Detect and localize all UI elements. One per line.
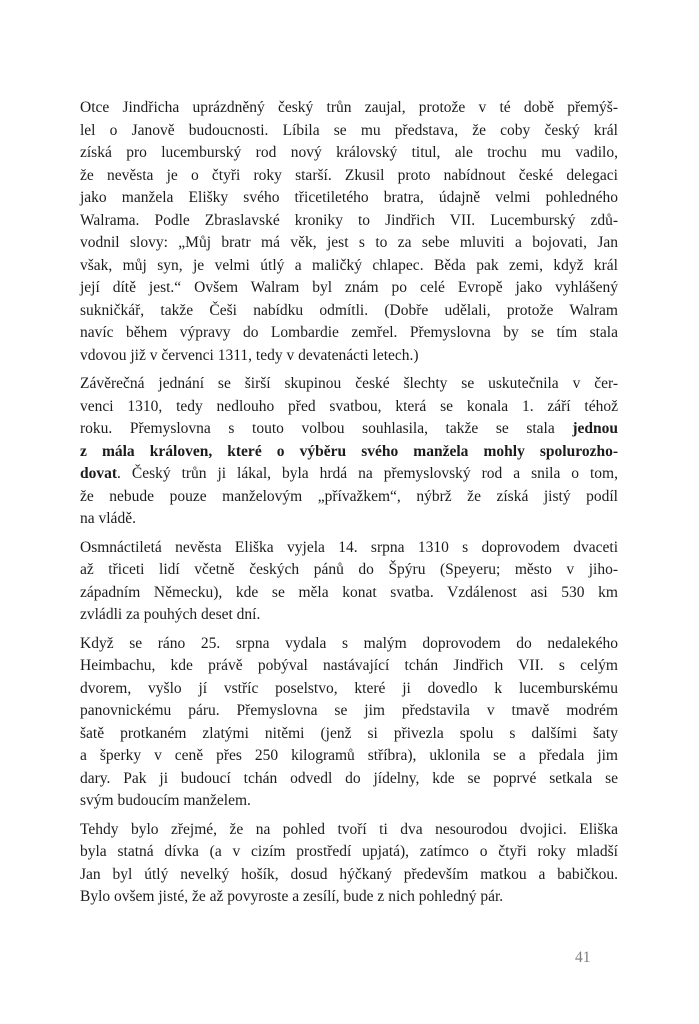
- text-line: však, můj syn, je velmi útlý a maličký chlapec. Běda pak zemi, když král: [80, 256, 618, 274]
- text-line: že nebude pouze manželovým „přívažkem“, nýbrž že získá jistý podíl: [80, 487, 618, 505]
- text-line: a šperky v ceně přes 250 kilogramů stříbra), uklonila se a předala jim: [80, 747, 618, 764]
- text-line: získá pro lucemburský rod nový královský titul, ale trochu mu vadilo,: [80, 144, 618, 161]
- text-line: že nevěsta je o čtyři roky starší. Zkusil proto nabídnout české delegaci: [80, 166, 618, 184]
- text-line: Tehdy bylo zřejmé, že na pohled tvoří ti dva nesourodou dvojici. Eliška: [80, 820, 618, 838]
- page-number: 41: [575, 949, 591, 966]
- text-line: navíc během výpravy do Lombardie zemřel. Přemyslovna by se tím stala: [80, 324, 618, 341]
- text-line: Osmnáctiletá nevěsta Eliška vyjela 14. srpna 1310 s doprovodem dvaceti: [80, 538, 618, 556]
- text-line: lel o Janově budoucnosti. Líbila se mu představa, že coby český král: [80, 121, 618, 139]
- text-line: svým budoucím manželem.: [80, 792, 251, 809]
- text-block: [80, 97, 618, 915]
- text-line: vodnil slovy: „Můj bratr má věk, jest s to za sebe mluviti a bojovati, Jan: [80, 234, 618, 251]
- text-line: Otce Jindřicha uprázdněný český trůn zaujal, protože v té době přemýš-: [80, 99, 618, 116]
- text-line: jako manžela Elišky svého třicetiletého bratra, údajně velmi pohledného: [80, 189, 618, 206]
- text-line: byla statná dívka (a v cizím prostředí upjatá), zatímco o čtyři roky mladší: [80, 843, 618, 860]
- text-line: sukničkář, takže Češi nabídku odmítli. (Dobře udělali, protože Walram: [80, 301, 618, 319]
- paragraph: [80, 373, 618, 531]
- paragraph: [80, 537, 618, 627]
- text-line: Jan byl útlý nevelký hošík, dosud hýčkaný především matkou a babičkou.: [80, 865, 618, 883]
- text-line: roku. Přemyslovna s touto volbou souhlasila, takže se stala jednou: [80, 420, 618, 437]
- text-line: na vládě.: [80, 510, 136, 527]
- text-line: vdovou již v červenci 1311, tedy v devatenácti letech.): [80, 346, 419, 364]
- paragraph: [80, 819, 618, 909]
- text-line: Walrama. Podle Zbraslavské kroniky to Jindřich VII. Lucemburský zdů-: [80, 211, 618, 229]
- text-line: zvládli za pouhých deset dní.: [80, 606, 261, 623]
- text-line: dary. Pak ji budoucí tchán odvedl do jídelny, kde se poprvé setkala se: [80, 769, 618, 787]
- text-line: šatě protkaném zlatými nitěmi (jenž si přivezla spolu s dalšími šaty: [80, 724, 618, 742]
- text-line: venci 1310, tedy nedlouho před svatbou, která se konala 1. září téhož: [80, 397, 618, 415]
- text-line: její dítě jest.“ Ovšem Walram byl znám po celé Evropě jako vyhlášený: [80, 279, 618, 296]
- text-line: Heimbachu, kde právě pobýval nastávající tchán Jindřich VII. s celým: [80, 657, 618, 674]
- paragraph: [80, 633, 618, 813]
- text-line: Když se ráno 25. srpna vydala s malým doprovodem do nedalekého: [80, 634, 618, 652]
- text-line: západním Německu), kde se měla konat svatba. Vzdálenost asi 530 km: [80, 583, 618, 601]
- paragraph: [80, 97, 618, 367]
- text-line: panovnickému páru. Přemyslovna se jim představila v tmavě modrém: [80, 702, 618, 719]
- text-line: Bylo ovšem jisté, že až povyroste a zesílí, bude z nich pohledný pár.: [80, 888, 504, 905]
- text-line: z mála královen, které o výběru svého manžela mohly spolurozho-: [80, 442, 618, 460]
- text-line: Závěrečná jednání se širší skupinou české šlechty se uskutečnila v čer-: [80, 375, 618, 392]
- text-line: dvorem, vyšlo jí vstříc poselstvo, které ji dovedlo k lucemburskému: [80, 679, 618, 697]
- text-line: až třiceti lidí včetně českých pánů do Špýru (Speyeru; město v jiho-: [80, 561, 618, 578]
- text-line: dovat. Český trůn ji lákal, byla hrdá na přemyslovský rod a snila o tom,: [80, 465, 618, 482]
